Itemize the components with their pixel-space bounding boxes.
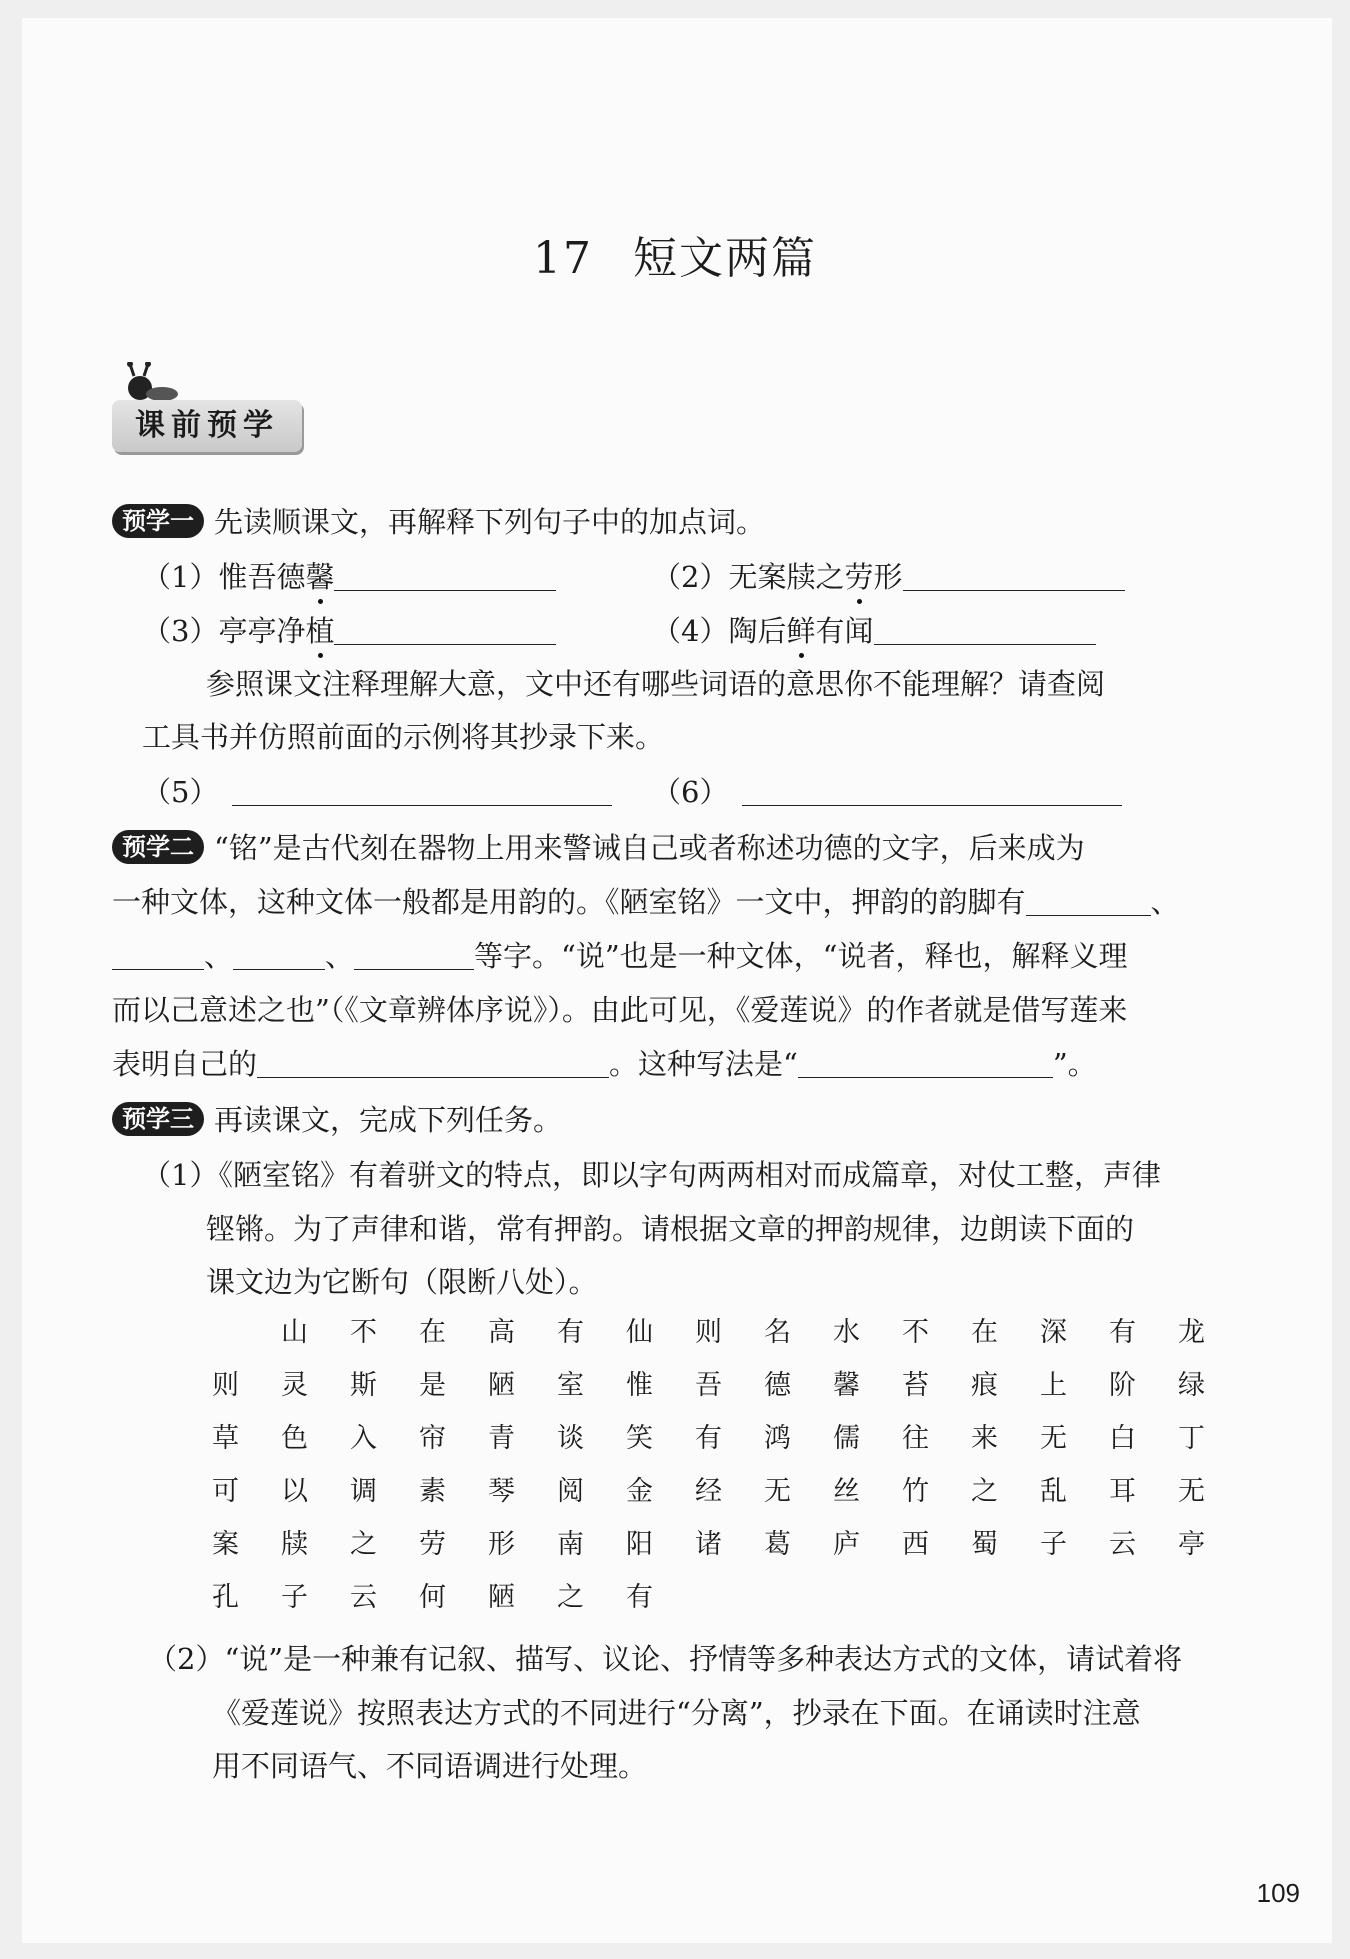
grid-character: 以 [281,1476,308,1507]
grid-character: 南 [557,1529,584,1560]
grid-character: 有 [557,1317,584,1348]
grid-character: 吾 [695,1370,722,1401]
grid-character: 丁 [1178,1423,1205,1454]
grid-character: 之 [350,1529,377,1560]
grid-character: 则 [212,1370,239,1401]
answer-blank[interactable] [798,1049,1053,1078]
grid-character [1178,1575,1247,1628]
q1-heading [112,500,765,541]
item-number: （5） [142,775,219,809]
q2-text: “铭”是古代刻在器物上用来警诫自己或者称述功德的文字，后来成为 [214,831,1085,865]
grid-character: 有 [695,1423,722,1454]
q2-tag: 预学二 [112,830,204,864]
q3-tag: 预学三 [112,1102,204,1136]
q3-task1-line-2: 铿锵。为了声律和谐，常有押韵。请根据文章的押韵规律，边朗读下面的 [206,1212,1135,1246]
grid-character: 蜀 [971,1529,998,1560]
grid-character: 陋 [488,1370,515,1401]
grid-character: 子 [281,1582,308,1613]
q2-line-3 [112,934,1128,975]
grid-character: 在 [419,1317,446,1348]
q3-task2-line-1: （2）“说”是一种兼有记叙、描写、议论、抒情等多种表达方式的文体，请试着将 [148,1642,1183,1676]
grid-character: 金 [626,1476,653,1507]
grid-character: 惟 [626,1370,653,1401]
grid-character: 子 [1040,1529,1067,1560]
q1-tag: 预学一 [112,504,204,538]
q2-text: 表明自己的 [112,1047,258,1081]
q1-prompt: 先读顺课文，再解释下列句子中的加点词。 [214,505,766,539]
answer-blank[interactable] [334,562,556,591]
grid-character: 孔 [212,1582,239,1613]
dotted-word: 鲜 [786,614,816,648]
grid-character: 仙 [626,1317,653,1348]
q2-line-2 [112,880,1180,921]
grid-row [212,1575,1247,1628]
grid-character: 琴 [488,1476,515,1507]
grid-character: 云 [350,1582,377,1613]
section-badge: 课前预学 [112,400,302,452]
answer-blank[interactable] [354,941,474,970]
separator: 、 [204,939,234,973]
item-text: 亭亭净 [218,614,306,648]
dotted-word: 植 [305,614,335,648]
q3-task2-line-3: 用不同语气、不同语调进行处理。 [212,1749,648,1783]
grid-character: 龙 [1178,1317,1205,1348]
q2-line-1 [112,826,1085,867]
q2-text: 。这种写法是“ [609,1047,798,1081]
grid-character: 经 [695,1476,722,1507]
grid-character: 绿 [1178,1370,1205,1401]
grid-row [212,1363,1247,1416]
item-number: （4） [652,614,729,648]
q1-item-6 [652,770,1122,811]
grid-row [212,1310,1247,1363]
grid-character [1040,1575,1109,1628]
grid-character: 痕 [971,1370,998,1401]
grid-character: 无 [764,1476,791,1507]
answer-blank[interactable] [903,562,1125,591]
grid-character: 陋 [488,1582,515,1613]
grid-character: 斯 [350,1370,377,1401]
answer-blank[interactable] [1026,887,1151,916]
separator: 、 [325,939,355,973]
grid-character: 草 [212,1423,239,1454]
q3-task1-line-3: 课文边为它断句（限断八处）。 [206,1265,598,1299]
dotted-word: 劳 [844,560,874,594]
answer-blank[interactable] [233,941,325,970]
grid-character [695,1575,764,1628]
grid-character: 是 [419,1370,446,1401]
answer-blank[interactable] [874,616,1096,645]
grid-character: 往 [902,1423,929,1454]
grid-character: 来 [971,1423,998,1454]
item-text: 陶后 [728,614,787,648]
grid-character: 竹 [902,1476,929,1507]
grid-character: 灵 [281,1370,308,1401]
grid-character: 名 [764,1317,791,1348]
punctuation-grid [212,1310,1247,1628]
grid-character [764,1575,833,1628]
grid-row [212,1469,1247,1522]
grid-character: 深 [1040,1317,1067,1348]
grid-character: 劳 [419,1529,446,1560]
grid-character: 室 [557,1370,584,1401]
grid-character: 上 [1040,1370,1067,1401]
q2-text: 等字。“说”也是一种文体，“说者，释也，解释义理 [474,939,1128,973]
grid-character: 青 [488,1423,515,1454]
q1-extra-line-2: 工具书并仿照前面的示例将其抄录下来。 [142,720,665,754]
grid-character: 庐 [833,1529,860,1560]
answer-blank[interactable] [742,777,1122,806]
grid-character [902,1575,971,1628]
q3-heading [112,1098,562,1139]
grid-character: 苔 [902,1370,929,1401]
answer-blank[interactable] [257,1049,609,1078]
grid-character: 无 [1178,1476,1205,1507]
grid-character: 有 [1109,1317,1136,1348]
grid-character: 葛 [764,1529,791,1560]
item-number: （2） [652,560,729,594]
q1-item-4 [652,609,1096,650]
item-text: 无案牍之 [728,560,845,594]
grid-row [212,1522,1247,1575]
q2-text: 一种文体，这种文体一般都是用韵的。《陋室铭》一文中，押韵的韵脚有 [112,885,1026,919]
q1-item-1 [142,555,556,596]
item-text: 有闻 [815,614,874,648]
grid-character: 耳 [1109,1476,1136,1507]
grid-character: 笑 [626,1423,653,1454]
grid-character: 馨 [833,1370,860,1401]
grid-character: 不 [350,1317,377,1348]
grid-character [971,1575,1040,1628]
q1-item-5 [142,770,612,811]
grid-character: 亭 [1178,1529,1205,1560]
q3-task1-line-1: （1）《陋室铭》有着骈文的特点，即以字句两两相对而成篇章，对仗工整，声律 [142,1158,1161,1192]
grid-character: 鸿 [764,1423,791,1454]
q2-line-4: 而以己意述之也”（《文章辨体序说》）。由此可见，《爱莲说》的作者就是借写莲来 [112,993,1128,1027]
separator: 、 [1150,885,1180,919]
q3-task2-line-2: 《爱莲说》按照表达方式的不同进行“分离”，抄录在下面。在诵读时注意 [212,1696,1141,1730]
grid-character: 阳 [626,1529,653,1560]
grid-character: 山 [281,1317,308,1348]
grid-character: 色 [281,1423,308,1454]
item-number: （6） [652,775,729,809]
grid-character: 有 [626,1582,653,1613]
q3-prompt: 再读课文，完成下列任务。 [214,1103,563,1137]
grid-character: 阅 [557,1476,584,1507]
grid-character: 云 [1109,1529,1136,1560]
grid-row [212,1416,1247,1469]
grid-character: 水 [833,1317,860,1348]
q2-line-5 [112,1042,1097,1083]
item-number: （1） [142,560,219,594]
grid-character: 谈 [557,1423,584,1454]
grid-character: 帘 [419,1423,446,1454]
grid-character [212,1310,281,1363]
grid-character: 形 [488,1529,515,1560]
grid-character: 阶 [1109,1370,1136,1401]
grid-character: 高 [488,1317,515,1348]
grid-character: 入 [350,1423,377,1454]
q1-item-3 [142,609,556,650]
grid-character: 儒 [833,1423,860,1454]
answer-blank[interactable] [334,616,556,645]
answer-blank[interactable] [232,777,612,806]
grid-character: 何 [419,1582,446,1613]
grid-character: 牍 [281,1529,308,1560]
grid-character: 案 [212,1529,239,1560]
page-title [0,222,1350,286]
grid-character: 调 [350,1476,377,1507]
grid-character [1109,1575,1178,1628]
grid-character: 德 [764,1370,791,1401]
q1-extra-line-1: 参照课文注释理解大意，文中还有哪些词语的意思你不能理解？请查阅 [206,667,1106,701]
grid-character: 不 [902,1317,929,1348]
lesson-title: 短文两篇 [633,233,817,284]
grid-character: 丝 [833,1476,860,1507]
grid-character [833,1575,902,1628]
snail-mascot-icon [124,362,180,402]
lesson-number: 17 [533,233,593,284]
grid-character: 可 [212,1476,239,1507]
answer-blank[interactable] [112,941,204,970]
grid-character: 西 [902,1529,929,1560]
page-number: 109 [1256,1878,1300,1908]
q2-text: ”。 [1052,1047,1097,1081]
grid-character: 无 [1040,1423,1067,1454]
grid-character: 则 [695,1317,722,1348]
grid-character: 白 [1109,1423,1136,1454]
grid-character: 乱 [1040,1476,1067,1507]
q1-item-2 [652,555,1125,596]
grid-character: 素 [419,1476,446,1507]
item-text: 形 [873,560,903,594]
grid-character: 之 [557,1582,584,1613]
grid-character: 诸 [695,1529,722,1560]
dotted-word: 馨 [305,560,335,594]
item-number: （3） [142,614,219,648]
grid-character: 之 [971,1476,998,1507]
grid-character: 在 [971,1317,998,1348]
item-text: 惟吾德 [218,560,306,594]
